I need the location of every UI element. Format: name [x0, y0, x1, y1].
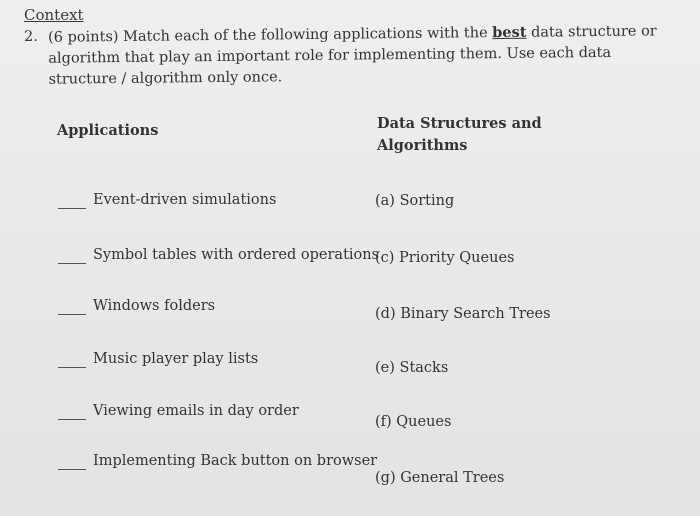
- answer-blank-2[interactable]: [58, 263, 86, 264]
- application-2: Symbol tables with ordered operations: [93, 247, 380, 263]
- answer-blank-1[interactable]: [58, 208, 86, 209]
- option-g: (g) General Trees: [375, 470, 505, 486]
- answer-blank-6[interactable]: [58, 469, 86, 470]
- question-block: [24, 20, 664, 88]
- question-emphasis: best: [492, 23, 527, 42]
- question-text: [48, 20, 659, 90]
- question-text-end: data structure or algorithm that play an important role for implementing them. Use each data structure / algorithm only once.: [48, 23, 657, 88]
- answer-blank-3[interactable]: [58, 314, 86, 315]
- application-6: Implementing Back button on browser: [93, 453, 378, 469]
- application-3: Windows folders: [93, 298, 216, 314]
- option-c: (c) Priority Queues: [375, 250, 515, 266]
- application-1: Event-driven simulations: [93, 192, 277, 208]
- answer-blank-4[interactable]: [58, 367, 86, 368]
- context-heading: Context: [24, 6, 84, 24]
- option-d: (d) Binary Search Trees: [375, 306, 551, 322]
- applications-heading: Applications: [57, 122, 159, 139]
- option-e: (e) Stacks: [375, 360, 449, 376]
- option-f: (f) Queues: [375, 414, 452, 430]
- answer-blank-5[interactable]: [58, 419, 86, 420]
- application-5: Viewing emails in day order: [93, 403, 299, 419]
- question-number: 2.: [24, 28, 39, 45]
- structures-heading: Data Structures and Algorithms: [377, 115, 542, 154]
- application-4: Music player play lists: [93, 351, 259, 367]
- option-a: (a) Sorting: [375, 193, 455, 209]
- question-text-start: (6 points) Match each of the following applications with the: [48, 25, 493, 46]
